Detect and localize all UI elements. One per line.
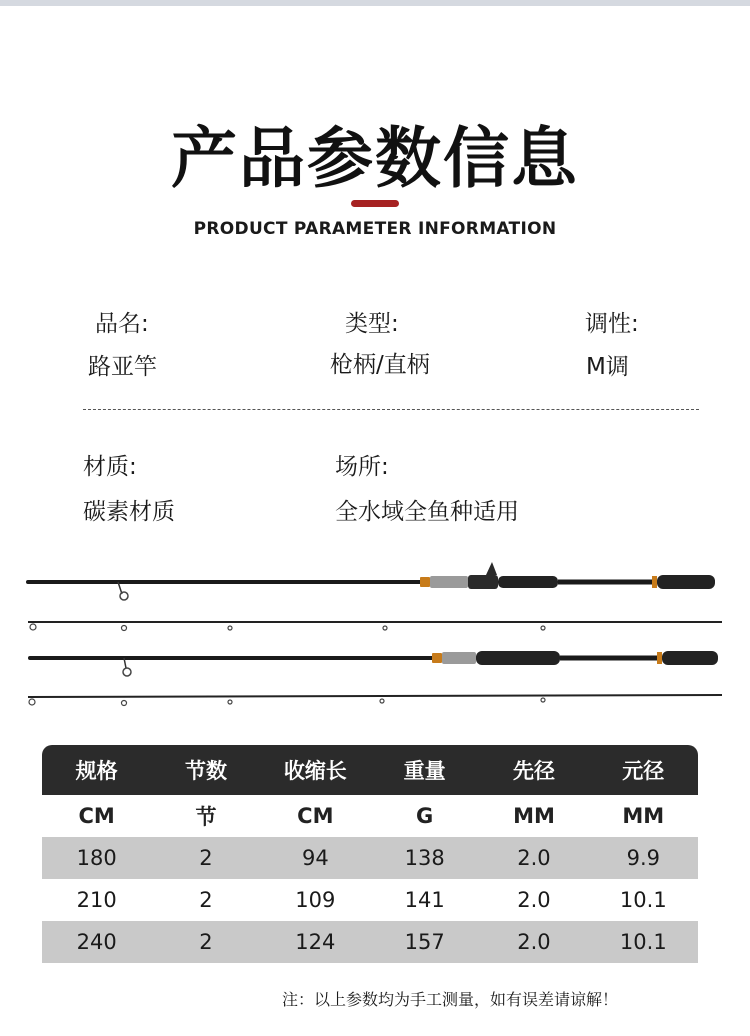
type-value: 枪柄/直柄 <box>330 352 430 378</box>
table-cell: 10.1 <box>619 930 667 954</box>
table-cell: 10.1 <box>619 888 667 912</box>
place-label: 场所: <box>335 454 389 480</box>
table-header-cell: 节数 <box>184 759 227 783</box>
table-unit-row <box>42 795 698 837</box>
table-unit-cell: CM <box>78 804 115 828</box>
table-cell: 240 <box>76 930 117 954</box>
table-cell: 9.9 <box>626 846 660 870</box>
table-cell: 124 <box>295 930 336 954</box>
table-cell: 2 <box>199 846 213 870</box>
table-header-cell: 收缩长 <box>283 759 347 783</box>
table-cell: 180 <box>76 846 117 870</box>
type-label: 类型: <box>345 311 399 337</box>
material-value: 碳素材质 <box>83 499 175 525</box>
table-row <box>42 879 698 921</box>
table-cell: 2 <box>199 888 213 912</box>
spinning-rod-tip-section <box>28 695 722 706</box>
table-header-cell: 元径 <box>622 759 665 783</box>
casting-rod-tip-section <box>28 622 722 631</box>
action-label: 调性: <box>585 311 639 337</box>
spec-table <box>42 745 698 963</box>
table-cell: 2 <box>199 930 213 954</box>
page-subtitle: PRODUCT PARAMETER INFORMATION <box>193 219 557 239</box>
action-value: M调 <box>586 354 629 380</box>
table-cell: 157 <box>404 930 445 954</box>
section-divider <box>83 409 699 410</box>
table-row <box>42 837 698 879</box>
table-cell: 2.0 <box>517 930 551 954</box>
place-value: 全水域全鱼种适用 <box>335 499 519 525</box>
fishing-rods-image <box>0 560 750 720</box>
table-header-cell: 规格 <box>75 759 118 783</box>
casting-rod-butt-section <box>28 562 715 600</box>
page-title: 产品参数信息 <box>171 120 579 197</box>
table-cell: 141 <box>404 888 445 912</box>
material-label: 材质: <box>83 454 137 480</box>
table-cell: 210 <box>76 888 117 912</box>
table-cell: 109 <box>295 888 336 912</box>
table-cell: 2.0 <box>517 888 551 912</box>
name-value: 路亚竿 <box>88 354 157 380</box>
table-header-cell: 先径 <box>512 759 555 783</box>
table-unit-cell: MM <box>622 804 665 828</box>
table-cell: 138 <box>404 846 445 870</box>
title-accent-bar <box>351 200 399 207</box>
name-label: 品名: <box>95 311 149 337</box>
table-cell: 2.0 <box>517 846 551 870</box>
table-header-row <box>42 745 698 795</box>
spinning-rod-butt-section <box>30 651 718 676</box>
table-row <box>42 921 698 963</box>
table-header-cell: 重量 <box>403 759 446 783</box>
table-unit-cell: MM <box>513 804 555 828</box>
table-unit-cell: G <box>416 804 434 828</box>
table-cell: 94 <box>301 846 329 870</box>
footer-note: 注：以上参数均为手工测量，如有误差请谅解！ <box>282 990 619 1009</box>
table-unit-cell: CM <box>297 804 334 828</box>
top-border <box>0 0 750 6</box>
table-unit-cell: 节 <box>195 805 217 829</box>
